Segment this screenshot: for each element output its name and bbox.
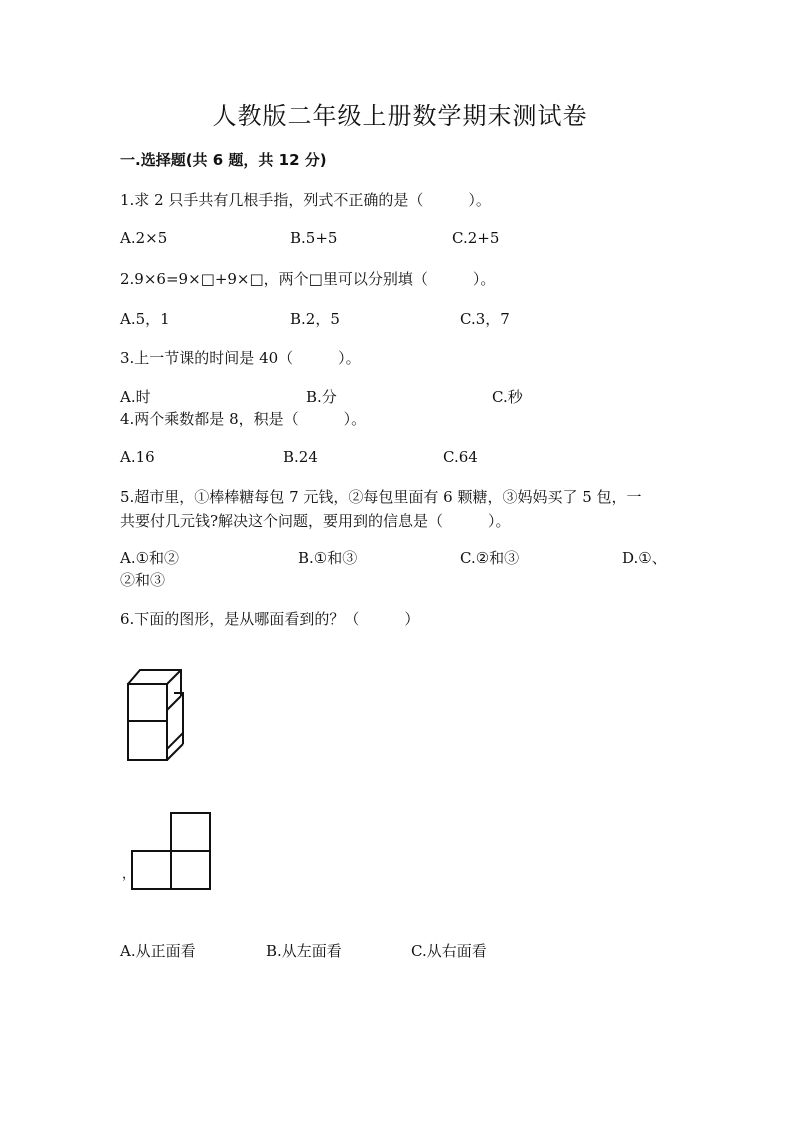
square-view-figure <box>130 811 214 891</box>
question-4-option-b[interactable]: B.24 <box>283 448 318 466</box>
stray-comma: ， <box>122 867 136 882</box>
question-3-option-b[interactable]: B.分 <box>306 388 337 406</box>
question-5-option-d[interactable]: D.①、 <box>622 549 667 567</box>
question-1-option-c[interactable]: C.2+5 <box>452 229 500 247</box>
question-4-option-a[interactable]: A.16 <box>120 448 155 466</box>
question-5-stem-line2: 共要付几元钱?解决这个问题，要用到的信息是（ ）。 <box>120 512 511 530</box>
question-4-option-c[interactable]: C.64 <box>443 448 478 466</box>
question-3-option-c[interactable]: C.秒 <box>492 388 523 406</box>
question-4-stem: 4.两个乘数都是 8，积是（ ）。 <box>120 410 367 428</box>
question-6-option-c[interactable]: C.从右面看 <box>411 942 487 960</box>
question-3-stem: 3.上一节课的时间是 40（ ）。 <box>120 349 361 367</box>
question-2-option-a[interactable]: A.5，1 <box>120 310 170 328</box>
page-title: 人教版二年级上册数学期末测试卷 <box>212 102 588 130</box>
question-3-option-a[interactable]: A.时 <box>120 388 151 406</box>
question-1-stem: 1.求 2 只手共有几根手指，列式不正确的是（ ）。 <box>120 191 491 209</box>
question-2-option-c[interactable]: C.3，7 <box>460 310 510 328</box>
question-5-option-b[interactable]: B.①和③ <box>298 549 358 567</box>
question-5-option-d-continued: ②和③ <box>120 571 166 589</box>
question-5-option-c[interactable]: C.②和③ <box>460 549 520 567</box>
question-6-option-a[interactable]: A.从正面看 <box>120 942 196 960</box>
question-6-option-b[interactable]: B.从左面看 <box>266 942 342 960</box>
question-2-stem: 2.9×6=9×□+9×□，两个□里可以分别填（ ）。 <box>120 270 496 288</box>
stacked-cubes-figure <box>122 664 202 764</box>
question-5-stem-line1: 5.超市里，①棒棒糖每包 7 元钱，②每包里面有 6 颗糖，③妈妈买了 5 包，一 <box>120 488 642 506</box>
question-5-option-a[interactable]: A.①和② <box>120 549 180 567</box>
question-2-option-b[interactable]: B.2，5 <box>290 310 340 328</box>
question-1-option-a[interactable]: A.2×5 <box>120 229 168 247</box>
section-heading: 一.选择题(共 6 题，共 12 分) <box>120 151 327 169</box>
question-6-stem: 6.下面的图形，是从哪面看到的？（ ） <box>120 610 420 628</box>
question-1-option-b[interactable]: B.5+5 <box>290 229 338 247</box>
